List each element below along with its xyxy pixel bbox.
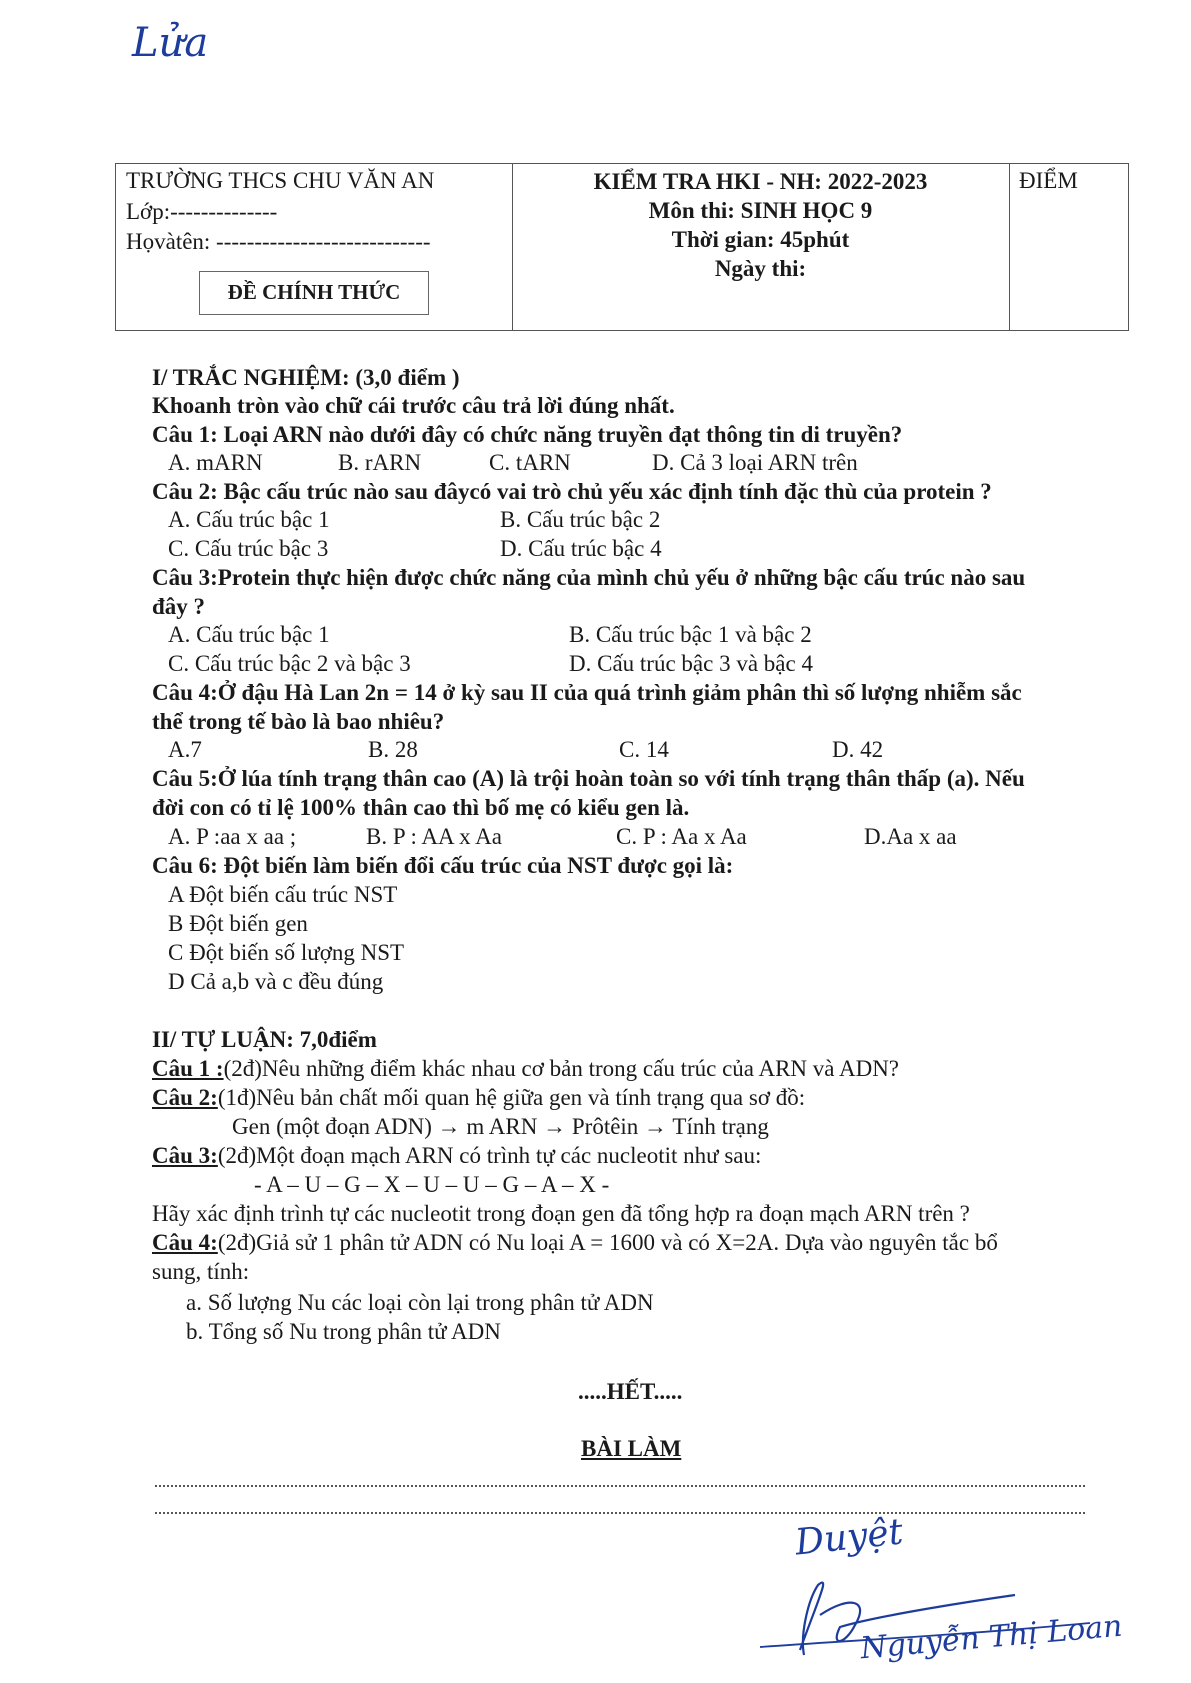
exam-subject: Môn thi: SINH HỌC 9 bbox=[648, 198, 873, 223]
q4-text-line1: Câu 4:Ở đậu Hà Lan 2n = 14 ở kỳ sau II của quá trình giảm phân thì số lượng nhiễm sắc bbox=[152, 680, 1022, 705]
essay-q2-text: (1đ)Nêu bản chất mối quan hệ giữa gen và tính trạng qua sơ đồ: bbox=[217, 1085, 806, 1110]
q1-option-a: A. mARN bbox=[168, 450, 263, 475]
q4-option-c: C. 14 bbox=[619, 737, 669, 762]
name-field: Họvàtên: ---------------------------- bbox=[126, 229, 431, 254]
q5-option-d: D.Aa x aa bbox=[864, 824, 957, 849]
essay-q3-text: (2đ)Một đoạn mạch ARN có trình tự các nucleotit như sau: bbox=[217, 1143, 762, 1168]
q4-text-line2: thể trong tế bào là bao nhiêu? bbox=[152, 709, 445, 734]
q3-text-line1: Câu 3:Protein thực hiện được chức năng của mình chủ yếu ở những bậc cấu trúc nào sau bbox=[152, 565, 1026, 590]
exam-title: KIỂM TRA HKI - NH: 2022-2023 bbox=[593, 169, 928, 194]
q5-option-c: C. P : Aa x Aa bbox=[616, 824, 747, 849]
q3-text-line2: đây ? bbox=[152, 594, 206, 619]
q3-option-b: B. Cấu trúc bậc 1 và bậc 2 bbox=[569, 622, 812, 647]
q3-option-a: A. Cấu trúc bậc 1 bbox=[168, 622, 330, 647]
q2-option-d: D. Cấu trúc bậc 4 bbox=[500, 536, 662, 561]
q5-text-line2: đời con có tỉ lệ 100% thân cao thì bố mẹ có kiểu gen là. bbox=[152, 795, 690, 820]
q6-option-a: A Đột biến cấu trúc NST bbox=[168, 882, 398, 907]
q3-option-c: C. Cấu trúc bậc 2 và bậc 3 bbox=[168, 651, 411, 676]
school-cell bbox=[116, 164, 513, 330]
q5-option-b: B. P : AA x Aa bbox=[366, 824, 502, 849]
q2-option-a: A. Cấu trúc bậc 1 bbox=[168, 507, 330, 532]
essay-q1-label: Câu 1 : bbox=[152, 1056, 224, 1081]
essay-q2 bbox=[152, 1084, 805, 1112]
essay-q4-line2: sung, tính: bbox=[152, 1259, 250, 1284]
signer-name: Nguyễn Thị Loan bbox=[858, 1608, 1124, 1667]
answer-title: BÀI LÀM bbox=[581, 1436, 682, 1461]
approval-note: Duyệt bbox=[793, 1511, 906, 1564]
q6-option-b: B Đột biến gen bbox=[168, 911, 308, 936]
essay-q1 bbox=[152, 1055, 899, 1083]
q3-option-d: D. Cấu trúc bậc 3 và bậc 4 bbox=[569, 651, 813, 676]
q5-text-line1: Câu 5:Ở lúa tính trạng thân cao (A) là trội hoàn toàn so với tính trạng thân thấp (a). Nếu bbox=[152, 766, 1025, 791]
essay-q4 bbox=[152, 1229, 998, 1257]
answer-line-1 bbox=[155, 1485, 1085, 1487]
part1-instruction: Khoanh tròn vào chữ cái trước câu trả lời đúng nhất. bbox=[152, 393, 675, 418]
gene-trait-diagram: Gen (một đoạn ADN) → m ARN → Prôtêin → Tính trạng bbox=[232, 1114, 769, 1139]
q4-option-a: A.7 bbox=[168, 737, 202, 762]
essay-q1-text: (2đ)Nêu những điểm khác nhau cơ bản trong cấu trúc của ARN và ADN? bbox=[223, 1056, 900, 1081]
q6-option-d: D Cả a,b và c đều đúng bbox=[168, 969, 384, 994]
exam-info-cell bbox=[512, 164, 1010, 330]
essay-q4-a: a. Số lượng Nu các loại còn lại trong phân tử ADN bbox=[186, 1290, 654, 1315]
q6-text: Câu 6: Đột biến làm biến đổi cấu trúc của NST được gọi là: bbox=[152, 853, 734, 878]
header-table bbox=[115, 163, 1129, 331]
answer-line-2 bbox=[155, 1512, 1085, 1514]
q5-option-a: A. P :aa x aa ; bbox=[168, 824, 297, 849]
q2-option-b: B. Cấu trúc bậc 2 bbox=[500, 507, 661, 532]
q4-option-d: D. 42 bbox=[832, 737, 884, 762]
essay-q4-b: b. Tổng số Nu trong phân tử ADN bbox=[186, 1319, 501, 1344]
essay-q3-label: Câu 3: bbox=[152, 1143, 218, 1168]
q1-option-c: C. tARN bbox=[489, 450, 571, 475]
q2-option-c: C. Cấu trúc bậc 3 bbox=[168, 536, 329, 561]
part1-title: I/ TRẮC NGHIỆM: (3,0 điểm ) bbox=[152, 365, 460, 390]
q1-option-d: D. Cả 3 loại ARN trên bbox=[652, 450, 858, 475]
score-label: ĐIỂM bbox=[1019, 168, 1078, 193]
q6-option-c: C Đột biến số lượng NST bbox=[168, 940, 405, 965]
official-stamp: ĐỀ CHÍNH THỨC bbox=[199, 271, 429, 315]
class-field: Lớp:-------------- bbox=[126, 199, 278, 224]
score-cell bbox=[1009, 164, 1128, 330]
essay-q3 bbox=[152, 1142, 761, 1170]
part2-title: II/ TỰ LUẬN: 7,0điểm bbox=[152, 1027, 377, 1052]
q2-text: Câu 2: Bậc cấu trúc nào sau đâycó vai trò chủ yếu xác định tính đặc thù của protein ? bbox=[152, 479, 992, 504]
margin-note: Lửa bbox=[132, 20, 209, 66]
essay-q3-ask: Hãy xác định trình tự các nucleotit trong đoạn gen đã tổng hợp ra đoạn mạch ARN trên ? bbox=[152, 1201, 970, 1226]
essay-q4-text: (2đ)Giả sử 1 phân tử ADN có Nu loại A = 1600 và có X=2A. Dựa vào nguyên tắc bổ bbox=[217, 1230, 998, 1255]
essay-q2-label: Câu 2: bbox=[152, 1085, 218, 1110]
q1-text: Câu 1: Loại ARN nào dưới đây có chức năng truyền đạt thông tin di truyền? bbox=[152, 422, 903, 447]
school-name: TRƯỜNG THCS CHU VĂN AN bbox=[126, 168, 435, 193]
essay-q4-label: Câu 4: bbox=[152, 1230, 218, 1255]
rna-sequence: - A – U – G – X – U – U – G – A – X - bbox=[254, 1172, 610, 1197]
end-mark: .....HẾT..... bbox=[578, 1379, 683, 1404]
q1-option-b: B. rARN bbox=[338, 450, 422, 475]
q4-option-b: B. 28 bbox=[368, 737, 418, 762]
exam-duration: Thời gian: 45phút bbox=[671, 227, 850, 252]
exam-date: Ngày thi: bbox=[714, 256, 807, 281]
